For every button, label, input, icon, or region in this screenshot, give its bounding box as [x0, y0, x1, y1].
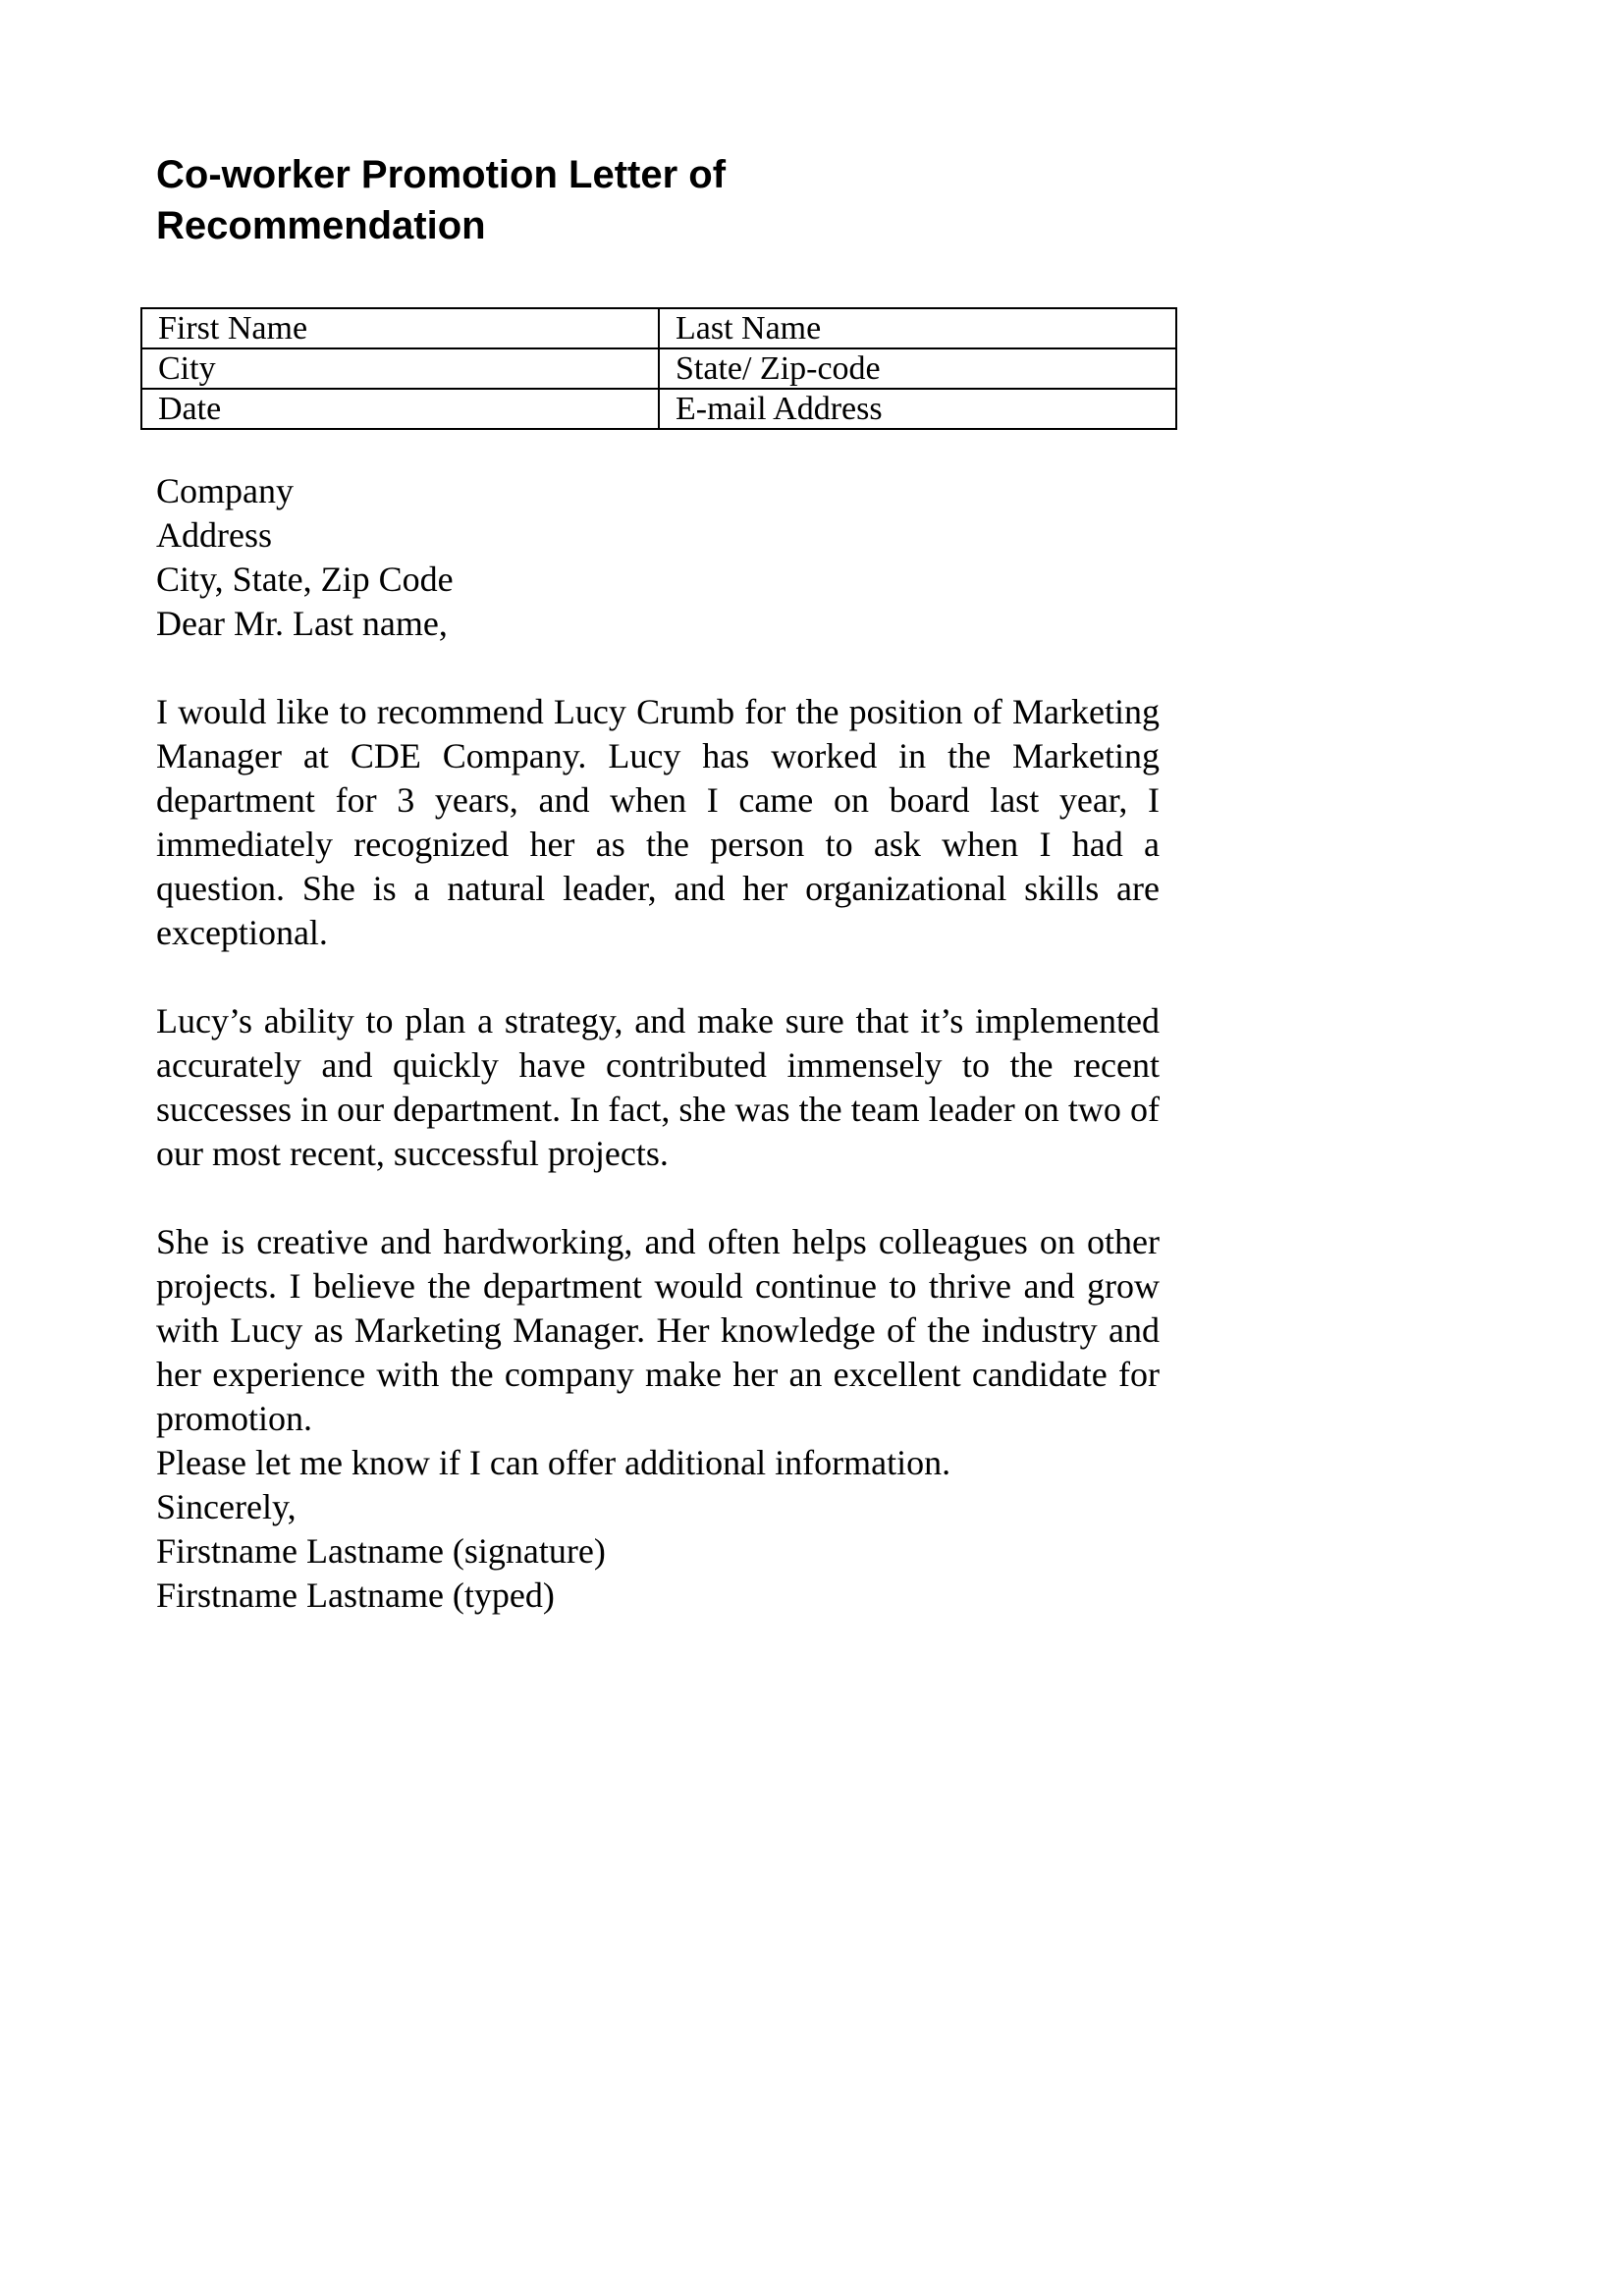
- paragraph-spacer: [156, 955, 1160, 999]
- paragraph-spacer: [156, 1176, 1160, 1220]
- valediction: Sincerely,: [156, 1487, 297, 1526]
- email-cell: E-mail Address: [659, 389, 1176, 429]
- date-cell: Date: [141, 389, 659, 429]
- body-paragraph-3: She is creative and hardworking, and often helps colleagues on other projects. I believe the department would continue to thrive and grow with Lucy as Marketing Manager. Her knowledge of the industry and her experience with the company make her an excellent candidate for promotion.: [156, 1222, 1160, 1438]
- sender-info-table: [140, 307, 1177, 430]
- city-cell: City: [141, 348, 659, 389]
- paragraph-spacer: [156, 646, 1160, 690]
- last-name-cell: Last Name: [659, 308, 1176, 348]
- body-paragraph-2: Lucy’s ability to plan a strategy, and make sure that it’s implemented accurately and quickly have contributed immensely to the recent successes in our department. In fact, she was the team leader on two of our most recent, successful projects.: [156, 1001, 1160, 1173]
- state-zip-cell: State/ Zip-code: [659, 348, 1176, 389]
- closing-request: Please let me know if I can offer additional information.: [156, 1443, 951, 1482]
- document-title: Co-worker Promotion Letter of Recommendation: [156, 153, 727, 247]
- recipient-company: Company: [156, 471, 294, 510]
- table-row: [141, 308, 1176, 348]
- signature-line: Firstname Lastname (signature): [156, 1531, 606, 1571]
- salutation: Dear Mr. Last name,: [156, 604, 448, 643]
- table-row: [141, 389, 1176, 429]
- letter-body: [156, 469, 1160, 1618]
- first-name-cell: First Name: [141, 308, 659, 348]
- recipient-city-state-zip: City, State, Zip Code: [156, 560, 454, 599]
- recipient-address: Address: [156, 515, 272, 555]
- table-row: [141, 348, 1176, 389]
- body-paragraph-1: I would like to recommend Lucy Crumb for the position of Marketing Manager at CDE Company. Lucy has worked in the Marketing department for 3 years, and when I came on board last year, I immediately recognized her as the person to ask when I had a question. She is a natural leader, and her organizational skills are exceptional.: [156, 692, 1160, 952]
- typed-name-line: Firstname Lastname (typed): [156, 1575, 555, 1615]
